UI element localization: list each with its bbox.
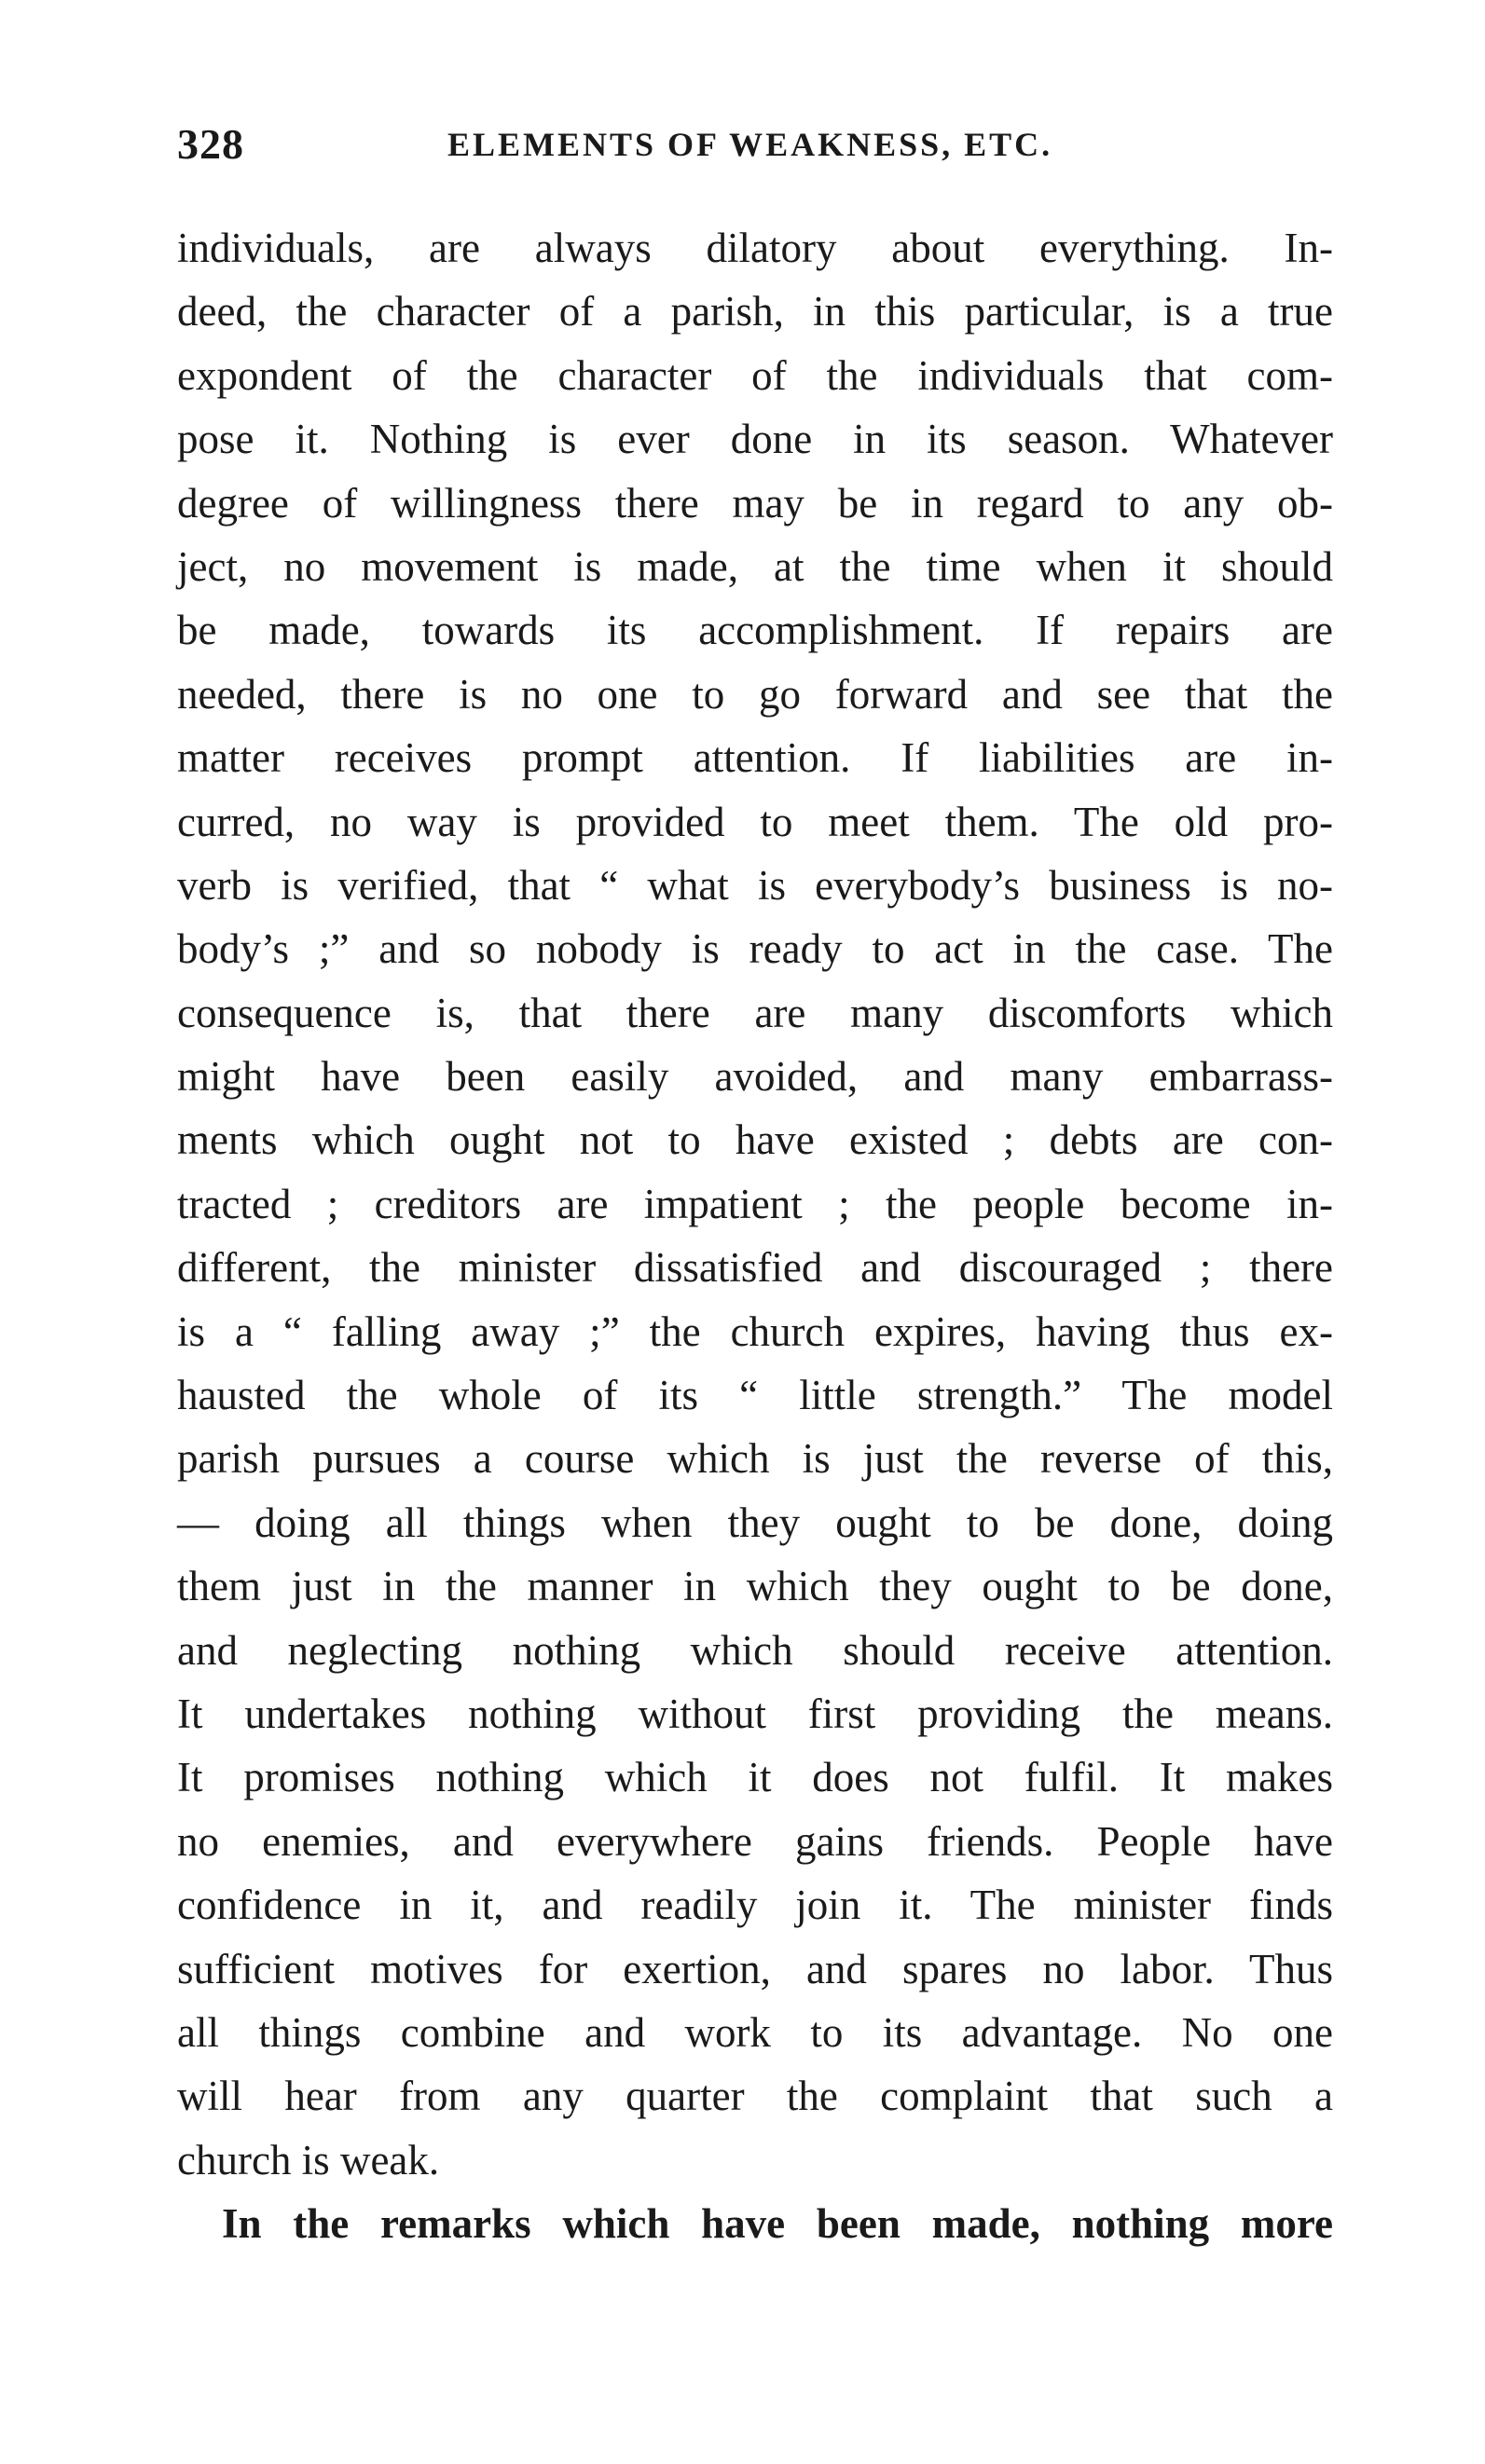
- text-line: is a “ falling away ;” the church expires, having thus ex-: [177, 1307, 1333, 1355]
- text-line: deed, the character of a parish, in this particular, is a true: [177, 288, 1333, 335]
- text-line: different, the minister dissatisfied and discouraged ; there: [177, 1244, 1333, 1292]
- text-line: them just in the manner in which they ought to be done,: [177, 1563, 1333, 1610]
- text-line: hausted the whole of its “ little strength.” The model: [177, 1372, 1333, 1419]
- text-line: — doing all things when they ought to be done, doing: [177, 1499, 1333, 1546]
- text-line: ments which ought not to have existed ; debts are con-: [177, 1116, 1333, 1164]
- text-line: needed, there is no one to go forward and see that the: [177, 670, 1333, 718]
- text-line: tracted ; creditors are impatient ; the people become in-: [177, 1180, 1333, 1227]
- text-line: matter receives prompt attention. If liabilities are in-: [177, 734, 1333, 782]
- text-line: might have been easily avoided, and many embarrass-: [177, 1053, 1333, 1101]
- text-line: individuals, are always dilatory about everything. In-: [177, 225, 1333, 271]
- text-line: verb is verified, that “ what is everybody’s business is no-: [177, 861, 1333, 909]
- text-line-paragraph-start: In the remarks which have been made, nothing more: [222, 2200, 1333, 2248]
- text-line: curred, no way is provided to meet them. The old pro-: [177, 798, 1333, 845]
- text-line: be made, towards its accomplishment. If repairs are: [177, 607, 1333, 654]
- text-line: and neglecting nothing which should receive attention.: [177, 1626, 1333, 1674]
- text-line: expondent of the character of the individuals that com-: [177, 351, 1333, 399]
- running-head: [177, 119, 1333, 175]
- running-title: ELEMENTS OF WEAKNESS, ETC.: [447, 126, 1053, 163]
- page-number: 328: [177, 120, 244, 168]
- text-line-paragraph-end: church is weak.: [177, 2136, 440, 2183]
- text-line: parish pursues a course which is just the reverse of this,: [177, 1435, 1333, 1483]
- body-text: [177, 216, 1333, 2256]
- text-line: It undertakes nothing without first providing the means.: [177, 1690, 1333, 1737]
- text-line: ject, no movement is made, at the time when it should: [177, 542, 1333, 590]
- text-line: consequence is, that there are many discomforts which: [177, 989, 1333, 1036]
- text-line: It promises nothing which it does not fulfil. It makes: [177, 1754, 1333, 1801]
- text-line: all things combine and work to its advantage. No one: [177, 2008, 1333, 2056]
- text-line: degree of willingness there may be in regard to any ob-: [177, 479, 1333, 527]
- text-line: sufficient motives for exertion, and spares no labor. Thus: [177, 1945, 1333, 1992]
- text-line: body’s ;” and so nobody is ready to act in the case. The: [177, 925, 1333, 973]
- text-line: pose it. Nothing is ever done in its season. Whatever: [177, 416, 1333, 463]
- text-line: no enemies, and everywhere gains friends. People have: [177, 1817, 1333, 1865]
- text-line: will hear from any quarter the complaint that such a: [177, 2073, 1333, 2120]
- text-line: confidence in it, and readily join it. The minister finds: [177, 1882, 1333, 1929]
